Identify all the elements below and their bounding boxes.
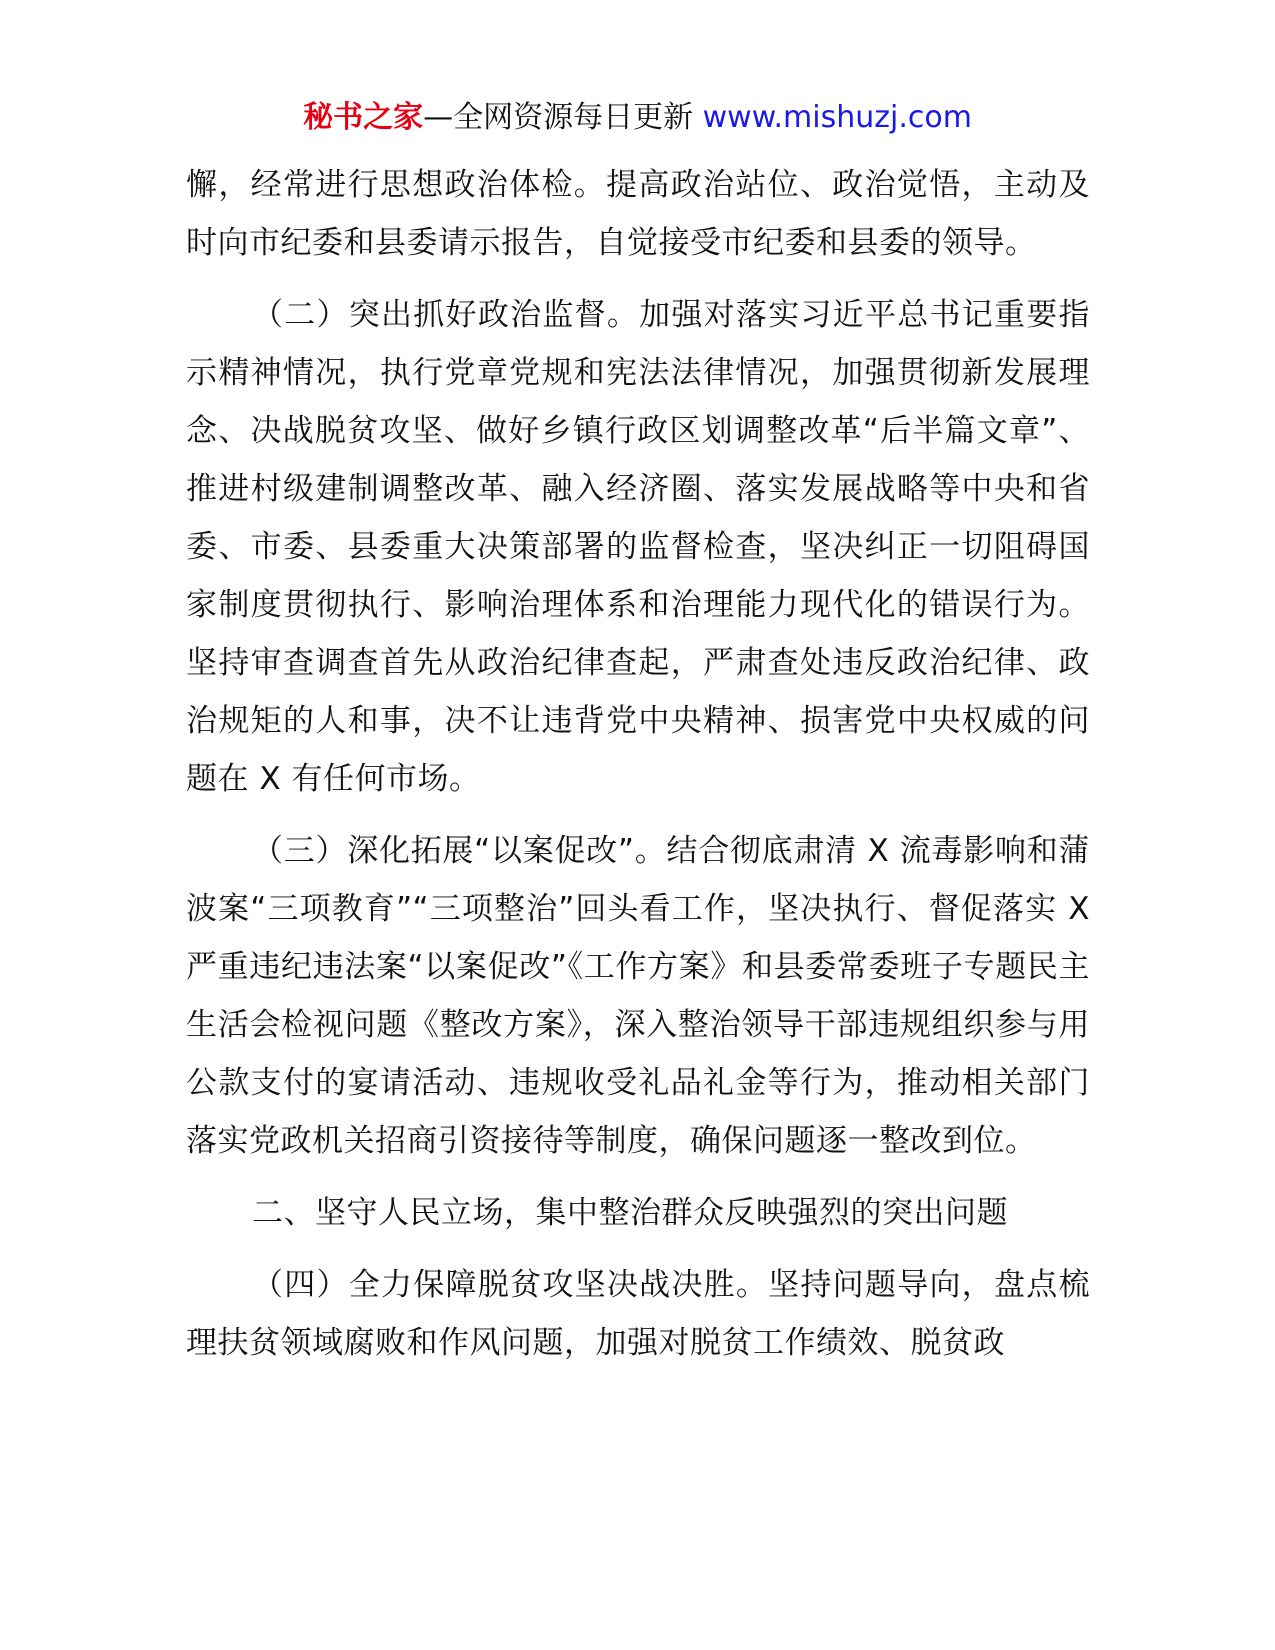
paragraph-poverty-alleviation: （四）全力保障脱贫攻坚决战决胜。坚持问题导向，盘点梳理扶贫领域腐败和作风问题，加强对脱贫工作绩效、脱贫政 — [186, 1267, 1090, 1361]
site-tagline: —全网资源每日更新 — [423, 100, 703, 135]
paragraph-political-supervision: （二）突出抓好政治监督。加强对落实习近平总书记重要指示精神情况，执行党章党规和宪法法律情况，加强贯彻新发展理念、决战脱贫攻坚、做好乡镇行政区划调整改革“后半篇文章”、推进村级建制调整改革、融入经济圈、落实发展战略等中央和省委、市委、县委重大决策部署的监督检查，坚决纠正一切阻碍国家制度贯彻执行、影响治理体系和治理能力现代化的错误行为。坚持审查调查首先从政治纪律查起，严肃查处违反政治纪律、政治规矩的人和事，决不让违背党中央精神、损害党中央权威的问题在 X 有任何市场。 — [186, 297, 1090, 797]
site-url-link[interactable]: www.mishuzj.com — [702, 100, 972, 135]
paragraph-case-reform: （三）深化拓展“以案促改”。结合彻底肃清 X 流毒影响和蒲波案“三项教育”“三项整治”回头看工作，坚决执行、督促落实 X 严重违纪违法案“以案促改”《工作方案》和县委常委班子专题民主生活会检视问题《整改方案》，深入整治领导干部违规组织参与用公款支付的宴请活动、违规收受礼品礼金等行为，推动相关部门落实党政机关招商引资接待等制度，确保问题逐一整改到位。 — [186, 833, 1090, 1159]
site-header — [0, 98, 1275, 138]
site-brand: 秘书之家 — [303, 100, 424, 135]
section-heading-people: 二、坚守人民立场，集中整治群众反映强烈的突出问题 — [252, 1195, 1008, 1231]
paragraph-continuation: 懈，经常进行思想政治体检。提高政治站位、政治觉悟，主动及时向市纪委和县委请示报告，自觉接受市纪委和县委的领导。 — [186, 167, 1090, 261]
document-body — [186, 156, 1090, 1386]
